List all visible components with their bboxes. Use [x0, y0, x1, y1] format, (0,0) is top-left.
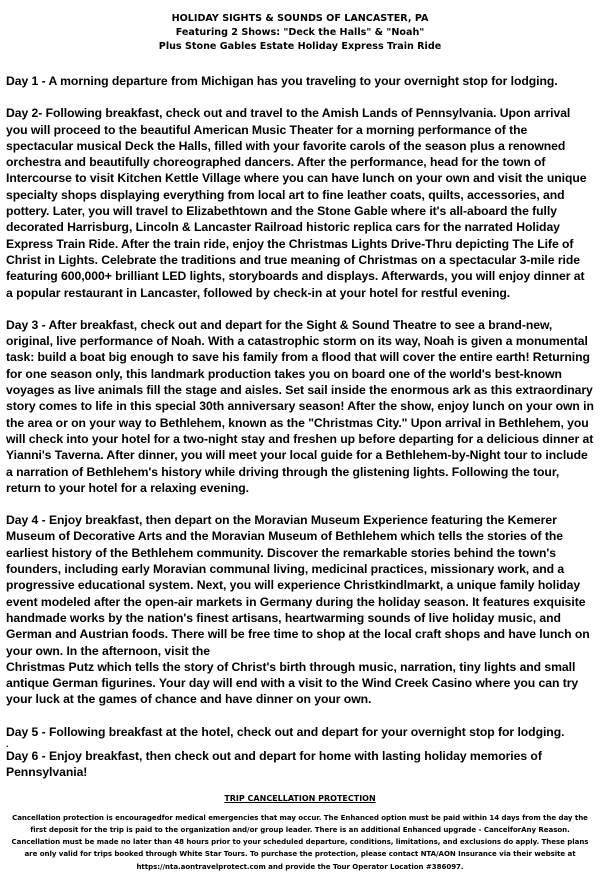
day-2-paragraph: Day 2- Following breakfast, check out and travel to the Amish Lands of Pennsylvania. Upon arrival you will proceed to the beautiful American Music Theater for a morning performance of the spectacular musical Deck the Halls, filled with your favorite carols of the season plus a renowned orchestra and beautifully choreographed dancers. After the performance, head for the town of Intercourse to visit Kitchen Kettle Village where you can have lunch on your own and visit the unique specialty shops displaying everything from local art to fine leather coats, quilts, accessories, and pottery. Later, you will travel to Elizabethtown and the Stone Gable where it's all-aboard the fully decorated Harrisburg, Lincoln & Lancaster Railroad historic replica cars for the narrated Holiday Express Train Ride. After the train ride, enjoy the Christmas Lights Drive-Thru depicting The Life of Christ in Lights. Celebrate the traditions and true meaning of Christmas on a spectacular 3-mile ride featuring 600,000+ brilliant LED lights, storyboards and displays. Afterwards, you will enjoy dinner at a popular restaurant in Lancaster, followed by check-in at your hotel for restful evening. — [6, 106, 587, 300]
day-4-continued-paragraph: Christmas Putz which tells the story of Christ's birth through music, narration, tiny lights and small antique German figurines. Your day will end with a visit to the Wind Creek Casino where you can try your luck at the games of chance and have dinner on your own. — [6, 659, 579, 707]
page-title: HOLIDAY SIGHTS & SOUNDS OF LANCASTER, PA — [171, 13, 429, 24]
day-3-paragraph: Day 3 - After breakfast, check out and depart for the Sight & Sound Theatre to see a brand-new, original, live performance of Noah. With a catastrophic storm on its way, Noah is given a monumental task: build a boat big enough to save his family from a flood that will cover the entire earth! Returning for one season only, this landmark production takes you on board one of the world's best-known voyages as live animals fill the stage and aisles. Set sail inside the enormous ark as this extraordinary story comes to life in this special 30th anniversary season! After the show, enjoy lunch on your own in the area or on your way to Bethlehem, known as the "Christmas City." Upon arrival in Bethlehem, you will check into your hotel for a two-night stay and freshen up before departing for a delicious dinner at Yianni's Taverna. After dinner, you will meet your local guide for a Bethlehem-by-Night tour to include a narration of Bethlehem's history while driving through the glistening lights. Following the tour, return to your hotel for a relaxing evening. — [6, 317, 594, 495]
cancellation-title: TRIP CANCELLATION PROTECTION — [224, 793, 376, 803]
cancellation-body: Cancellation protection is encouragedfor medical emergencies that may occur. The Enhanced option must be paid within 14 days from the day the first deposit for the trip is paid to the organization and/or group leader. There is an additional Enhanced upgrade - CancelforAny Reason. Cancellation must be made no later than 48 hours prior to your scheduled departure, conditions, limitations, and exclusions do apply. These plans are only valid for trips booked through White Star Tours. To purchase the protection, please contact NTA/AON Insurance via their website at https://nta.aontravelprotect.com and provide the Tour Operator Location #386097. — [11, 812, 589, 871]
day-4-paragraph: Day 4 - Enjoy breakfast, then depart on the Moravian Museum Experience featuring the Kemerer Museum of Decorative Arts and the Moravian Museum of Bethlehem which tells the stories of the earliest history of the Bethlehem community. Discover the remarkable stories behind the town's founders, including early Moravian communal living, medicinal practices, missionary work, and a progressive educational system. Next, you will experience Christkindlmarkt, a unique family holiday event modeled after the open-air markets in Germany during the holiday season. It features exquisite handmade works by the nation's finest artisans, heartwarming sounds of live holiday music, and German and Austrian foods. There will be free time to shop at the local craft shops and have lunch on your own. In the afternoon, visit the — [6, 513, 590, 658]
day-1-paragraph: Day 1 - A morning departure from Michigan has you traveling to your overnight stop for lodging. — [6, 74, 558, 88]
page-tagline: Plus Stone Gables Estate Holiday Express Train Ride — [158, 41, 442, 52]
day-6-paragraph: Day 6 - Enjoy breakfast, then check out and depart for home with lasting holiday memories of Pennsylvania! — [6, 748, 542, 780]
stray-mark: . — [6, 738, 9, 749]
day-5-paragraph: Day 5 - Following breakfast at the hotel, check out and depart for your overnight stop for lodging. — [6, 724, 565, 739]
page-subtitle: Featuring 2 Shows: "Deck the Halls" & "Noah" — [175, 27, 425, 38]
